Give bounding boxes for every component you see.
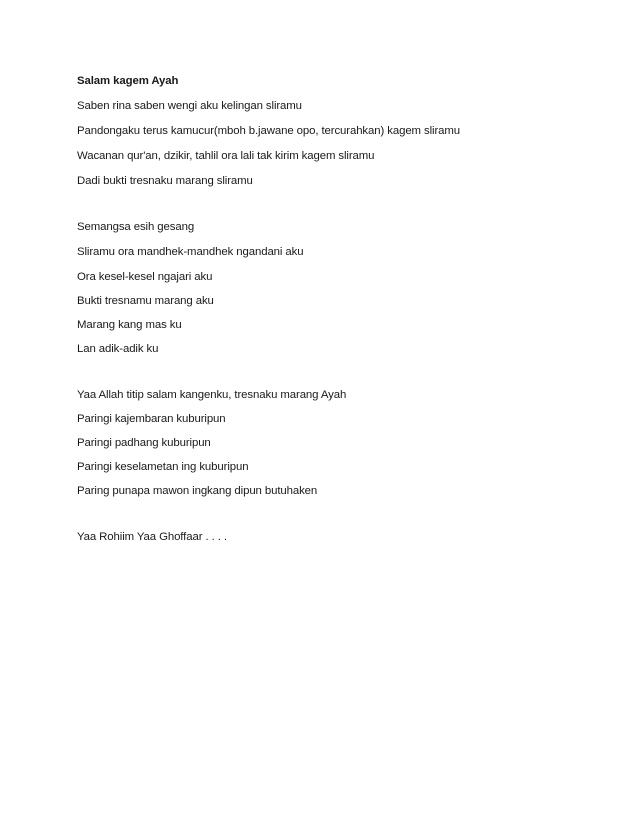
stanza-1-line-4: Dadi bukti tresnaku marang sliramu [77, 175, 253, 187]
stanza-3-line-2: Paringi kajembaran kuburipun [77, 413, 226, 425]
stanza-1-line-1: Saben rina saben wengi aku kelingan sliramu [77, 100, 302, 112]
stanza-2-line-2: Sliramu ora mandhek-mandhek ngandani aku [77, 246, 304, 258]
closing-line: Yaa Rohiim Yaa Ghoffaar . . . . [77, 531, 227, 543]
stanza-2-line-6: Lan adik-adik ku [77, 343, 159, 355]
stanza-2-line-1: Semangsa esih gesang [77, 221, 195, 233]
stanza-1-line-2: Pandongaku terus kamucur(mboh b.jawane opo, tercurahkan) kagem sliramu [77, 125, 461, 137]
stanza-3-line-5: Paring punapa mawon ingkang dipun butuhaken [77, 485, 318, 497]
stanza-3-line-1: Yaa Allah titip salam kangenku, tresnaku marang Ayah [77, 389, 347, 401]
stanza-3-line-4: Paringi keselametan ing kuburipun [77, 461, 249, 473]
stanza-2-line-3: Ora kesel-kesel ngajari aku [77, 271, 213, 283]
stanza-1-line-3: Wacanan qur'an, dzikir, tahlil ora lali tak kirim kagem sliramu [77, 150, 375, 162]
stanza-3-line-3: Paringi padhang kuburipun [77, 437, 211, 449]
stanza-2-line-5: Marang kang mas ku [77, 319, 182, 331]
stanza-2-line-4: Bukti tresnamu marang aku [77, 295, 214, 307]
document-title: Salam kagem Ayah [77, 75, 179, 87]
